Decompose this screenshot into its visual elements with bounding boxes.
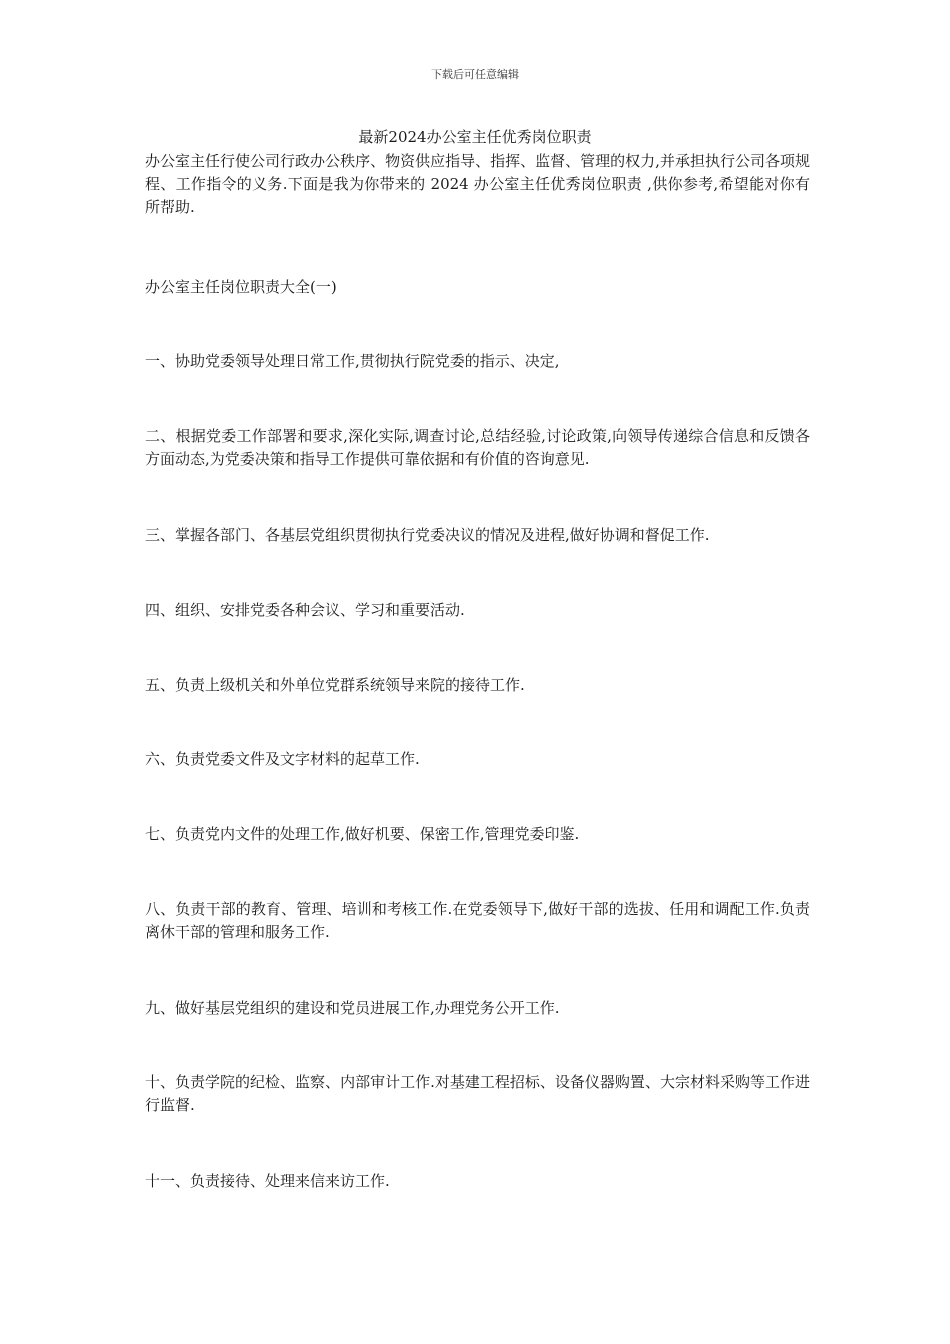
intro-paragraph: 办公室主任行使公司行政办公秩序、物资供应指导、指挥、监督、管理的权力,并承担执行公司各项规程、工作指令的义务.下面是我为你带来的 2024 办公室主任优秀岗位职责 ,供你参考,希望能对你有所帮助. <box>145 152 810 216</box>
duty-item-9: 九、做好基层党组织的建设和党员进展工作,办理党务公开工作. <box>145 999 560 1017</box>
document-title: 最新2024办公室主任优秀岗位职责 <box>358 128 592 146</box>
duty-item-5: 五、负责上级机关和外单位党群系统领导来院的接待工作. <box>145 676 525 694</box>
duty-item-4: 四、组织、安排党委各种会议、学习和重要活动. <box>145 601 465 619</box>
duty-item-11: 十一、负责接待、处理来信来访工作. <box>145 1172 390 1190</box>
section-heading: 办公室主任岗位职责大全(一) <box>145 278 337 296</box>
download-note: 下载后可任意编辑 <box>431 68 519 81</box>
duty-item-3: 三、掌握各部门、各基层党组织贯彻执行党委决议的情况及进程,做好协调和督促工作. <box>145 526 710 544</box>
duty-item-7: 七、负责党内文件的处理工作,做好机要、保密工作,管理党委印鉴. <box>145 825 580 843</box>
duty-item-2: 二、根据党委工作部署和要求,深化实际,调查讨论,总结经验,讨论政策,向领导传递综合信息和反馈各方面动态,为党委决策和指导工作提供可靠依据和有价值的咨询意见. <box>145 427 810 468</box>
duty-item-1: 一、协助党委领导处理日常工作,贯彻执行院党委的指示、决定, <box>145 352 560 370</box>
duty-item-8: 八、负责干部的教育、管理、培训和考核工作.在党委领导下,做好干部的选拔、任用和调配工作.负责离休干部的管理和服务工作. <box>145 900 810 941</box>
duty-item-6: 六、负责党委文件及文字材料的起草工作. <box>145 750 420 768</box>
duty-item-10: 十、负责学院的纪检、监察、内部审计工作.对基建工程招标、设备仪器购置、大宗材料采购等工作进行监督. <box>145 1073 810 1114</box>
